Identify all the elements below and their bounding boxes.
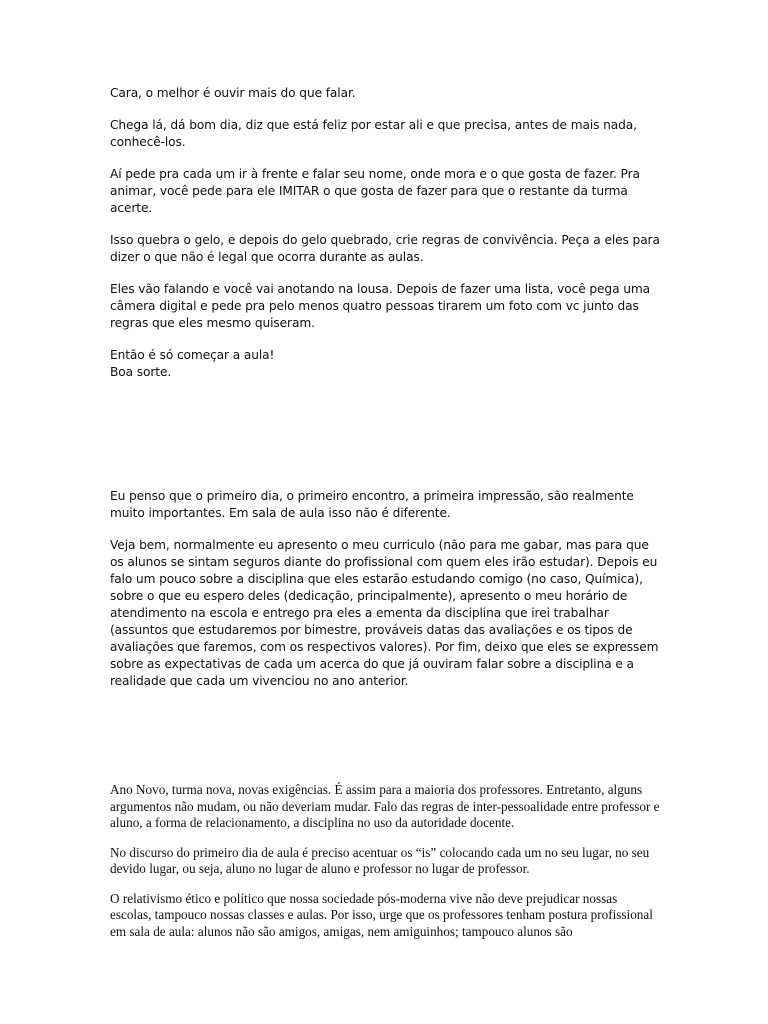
paragraph: No discurso do primeiro dia de aula é preciso acentuar os “is” colocando cada um no seu lugar, no seu devido lugar, ou seja, aluno no lugar de aluno e professor no lugar de professor.: [110, 844, 650, 876]
paragraph: O relativismo ético e político que nossa sociedade pós-moderna vive não deve prejudicar nossas escolas, tampouco nossas classes e aulas. Por isso, urge que os professores tenham postura profissional em sala de aula: alunos não são amigos, amigas, nem amiguinhos; tampouco alunos são: [110, 890, 653, 939]
paragraph: Ano Novo, turma nova, novas exigências. É assim para a maioria dos professores. Entretanto, alguns argumentos não mudam, ou não deveriam mudar. Falo das regras de inter-pessoalidade entre professor e aluno, a forma de relacionamento, a disciplina no uso da autoridade docente.: [110, 782, 660, 830]
paragraph: Veja bem, normalmente eu apresento o meu curriculo (não para me gabar, mas para que os alunos se sintam seguros diante do profissional com quem eles irão estudar). Depois eu falo um pouco sobre a disciplina que eles estarão estudando comigo (no caso, Química), sobre o que eu espero deles (dedicação, principalmente), apresento o meu horário de atendimento na escola e entrego pra eles a ementa da disciplina que irei trabalhar (assuntos que estudaremos por bimestre, prováveis datas das avaliações e os tipos de avaliações que faremos, com os respectivos valores). Por fim, deixo que eles se expressem sobre as expectativas de cada um acerca do que já ouviram falar sobre a disciplina e a realidade que cada um vivenciou no ano anterior.: [110, 538, 659, 688]
paragraph: Cara, o melhor é ouvir mais do que falar.: [110, 86, 356, 100]
text-block-2: [110, 488, 660, 705]
closing-line: Então é só começar a aula!: [110, 348, 275, 362]
paragraph: Eu penso que o primeiro dia, o primeiro encontro, a primeira impressão, são realmente muito importantes. Em sala de aula isso não é diferente.: [110, 489, 634, 520]
text-block-3: [110, 782, 660, 953]
closing-line: Boa sorte.: [110, 365, 172, 379]
paragraph: Isso quebra o gelo, e depois do gelo quebrado, crie regras de convivência. Peça a eles para dizer o que não é legal que ocorra durante as aulas.: [110, 233, 660, 264]
paragraph: Chega lá, dá bom dia, diz que está feliz por estar ali e que precisa, antes de mais nada, conhecê-los.: [110, 118, 637, 149]
paragraph: Aí pede pra cada um ir à frente e falar seu nome, onde mora e o que gosta de fazer. Pra animar, você pede para ele IMITAR o que gosta de fazer para que o restante da turma acerte.: [110, 167, 640, 215]
text-block-1: [110, 85, 660, 381]
paragraph: Eles vão falando e você vai anotando na lousa. Depois de fazer uma lista, você pega uma câmera digital e pede pra pelo menos quatro pessoas tirarem um foto com vc junto das regras que eles mesmo quiseram.: [110, 282, 650, 330]
